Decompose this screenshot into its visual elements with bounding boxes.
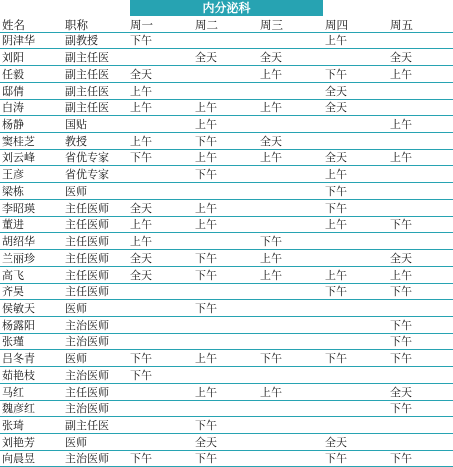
name-cell: 魏彦红 (0, 400, 63, 417)
title-cell: 副主任医 (63, 99, 128, 116)
name-cell: 杨露阳 (0, 316, 63, 333)
name-cell: 茹艳枝 (0, 367, 63, 384)
table-row (0, 400, 453, 417)
wed-cell (258, 183, 323, 200)
mon-cell: 下午 (128, 350, 193, 367)
wed-cell (258, 417, 323, 434)
mon-cell: 上午 (128, 133, 193, 150)
name-cell: 胡绍华 (0, 233, 63, 250)
table-row (0, 82, 453, 99)
tue-cell: 上午 (193, 99, 258, 116)
title-cell: 主治医师 (63, 333, 128, 350)
table-row (0, 99, 453, 116)
fri-cell: 下午 (388, 216, 453, 233)
wed-cell: 上午 (258, 149, 323, 166)
tue-cell: 下午 (193, 300, 258, 317)
thu-cell: 上午 (323, 266, 388, 283)
schedule-table (0, 16, 453, 467)
mon-cell (128, 300, 193, 317)
mon-cell (128, 316, 193, 333)
table-row (0, 450, 453, 467)
wed-cell (258, 450, 323, 467)
column-header: 职称 (63, 16, 128, 32)
title-cell: 国贴 (63, 116, 128, 133)
thu-cell: 上午 (323, 32, 388, 49)
fri-cell: 下午 (388, 400, 453, 417)
title-cell: 主任医师 (63, 233, 128, 250)
tue-cell: 上午 (193, 149, 258, 166)
name-cell: 李昭瑛 (0, 199, 63, 216)
wed-cell: 上午 (258, 250, 323, 267)
mon-cell (128, 417, 193, 434)
thu-cell (323, 367, 388, 384)
table-row (0, 149, 453, 166)
table-row (0, 66, 453, 83)
mon-cell (128, 116, 193, 133)
table-row (0, 32, 453, 49)
fri-cell: 下午 (388, 333, 453, 350)
wed-cell (258, 283, 323, 300)
name-cell: 邸倩 (0, 82, 63, 99)
name-cell: 兰丽珍 (0, 250, 63, 267)
table-row (0, 300, 453, 317)
tue-cell: 上午 (193, 350, 258, 367)
wed-cell (258, 367, 323, 384)
title-cell: 副教授 (63, 32, 128, 49)
title-cell: 教授 (63, 133, 128, 150)
table-row (0, 367, 453, 384)
mon-cell: 下午 (128, 450, 193, 467)
name-cell: 窦桂芝 (0, 133, 63, 150)
thu-cell (323, 250, 388, 267)
table-row (0, 49, 453, 66)
wed-cell: 全天 (258, 133, 323, 150)
mon-cell (128, 283, 193, 300)
title-cell: 主治医师 (63, 400, 128, 417)
mon-cell: 全天 (128, 250, 193, 267)
title-cell: 主治医师 (63, 367, 128, 384)
tue-cell: 下午 (193, 250, 258, 267)
thu-cell (323, 116, 388, 133)
mon-cell (128, 183, 193, 200)
title-cell: 医师 (63, 350, 128, 367)
name-cell: 侯敏天 (0, 300, 63, 317)
tue-cell: 下午 (193, 166, 258, 183)
name-cell: 马红 (0, 383, 63, 400)
fri-cell: 下午 (388, 283, 453, 300)
name-cell: 刘艳芳 (0, 433, 63, 450)
fri-cell (388, 233, 453, 250)
mon-cell: 上午 (128, 82, 193, 99)
wed-cell: 全天 (258, 49, 323, 66)
tue-cell (193, 32, 258, 49)
tue-cell (193, 367, 258, 384)
thu-cell (323, 333, 388, 350)
fri-cell (388, 82, 453, 99)
wed-cell (258, 433, 323, 450)
tue-cell: 下午 (193, 133, 258, 150)
thu-cell (323, 316, 388, 333)
name-cell: 任毅 (0, 66, 63, 83)
fri-cell: 全天 (388, 383, 453, 400)
mon-cell: 上午 (128, 233, 193, 250)
thu-cell: 下午 (323, 350, 388, 367)
tue-cell (193, 233, 258, 250)
tue-cell (193, 333, 258, 350)
table-row (0, 433, 453, 450)
mon-cell: 上午 (128, 99, 193, 116)
table-row (0, 417, 453, 434)
wed-cell: 上午 (258, 383, 323, 400)
wed-cell: 上午 (258, 66, 323, 83)
fri-cell (388, 417, 453, 434)
fri-cell: 下午 (388, 350, 453, 367)
mon-cell (128, 166, 193, 183)
tue-cell (193, 316, 258, 333)
mon-cell: 下午 (128, 32, 193, 49)
thu-cell (323, 383, 388, 400)
thu-cell: 上午 (323, 166, 388, 183)
fri-cell (388, 133, 453, 150)
tue-cell: 上午 (193, 116, 258, 133)
title-cell: 主治医师 (63, 450, 128, 467)
mon-cell: 下午 (128, 149, 193, 166)
fri-cell (388, 300, 453, 317)
thu-cell: 下午 (323, 183, 388, 200)
mon-cell: 下午 (128, 367, 193, 384)
thu-cell (323, 417, 388, 434)
title-cell: 主任医师 (63, 250, 128, 267)
wed-cell (258, 116, 323, 133)
title-cell: 医师 (63, 300, 128, 317)
mon-cell (128, 333, 193, 350)
fri-cell (388, 183, 453, 200)
tue-cell: 下午 (193, 266, 258, 283)
column-header: 周三 (258, 16, 323, 32)
table-row (0, 183, 453, 200)
name-cell: 齐昊 (0, 283, 63, 300)
thu-cell: 全天 (323, 82, 388, 99)
wed-cell (258, 400, 323, 417)
thu-cell: 全天 (323, 149, 388, 166)
title-cell: 主治医师 (63, 316, 128, 333)
table-row (0, 233, 453, 250)
tue-cell (193, 66, 258, 83)
column-header: 姓名 (0, 16, 63, 32)
table-row (0, 133, 453, 150)
tue-cell: 上午 (193, 199, 258, 216)
fri-cell: 上午 (388, 116, 453, 133)
fri-cell: 全天 (388, 250, 453, 267)
fri-cell (388, 99, 453, 116)
mon-cell: 全天 (128, 199, 193, 216)
wed-cell (258, 199, 323, 216)
department-title: 内分泌科 (130, 0, 323, 16)
tue-cell (193, 82, 258, 99)
title-cell: 副主任医 (63, 82, 128, 99)
thu-cell (323, 133, 388, 150)
tue-cell (193, 183, 258, 200)
fri-cell: 上午 (388, 149, 453, 166)
name-cell: 高飞 (0, 266, 63, 283)
fri-cell: 下午 (388, 316, 453, 333)
name-cell: 王彦 (0, 166, 63, 183)
mon-cell: 全天 (128, 66, 193, 83)
title-cell: 主任医师 (63, 283, 128, 300)
fri-cell (388, 433, 453, 450)
mon-cell (128, 49, 193, 66)
thu-cell: 下午 (323, 283, 388, 300)
wed-cell (258, 300, 323, 317)
title-cell: 医师 (63, 433, 128, 450)
table-row (0, 250, 453, 267)
name-cell: 刘阳 (0, 49, 63, 66)
fri-cell: 上午 (388, 266, 453, 283)
fri-cell: 全天 (388, 49, 453, 66)
thu-cell: 下午 (323, 66, 388, 83)
table-row (0, 166, 453, 183)
fri-cell: 上午 (388, 66, 453, 83)
column-header: 周二 (193, 16, 258, 32)
table-row (0, 116, 453, 133)
wed-cell (258, 333, 323, 350)
table-row (0, 316, 453, 333)
title-cell: 省优专家 (63, 149, 128, 166)
name-cell: 刘云峰 (0, 149, 63, 166)
name-cell: 杨静 (0, 116, 63, 133)
fri-cell: 下午 (388, 450, 453, 467)
thu-cell: 下午 (323, 199, 388, 216)
name-cell: 吕冬青 (0, 350, 63, 367)
table-row (0, 216, 453, 233)
title-cell: 副主任医 (63, 417, 128, 434)
tue-cell: 下午 (193, 417, 258, 434)
thu-cell (323, 233, 388, 250)
table-row (0, 383, 453, 400)
mon-cell (128, 400, 193, 417)
title-cell: 主任医师 (63, 383, 128, 400)
mon-cell: 全天 (128, 266, 193, 283)
column-header: 周五 (388, 16, 453, 32)
wed-cell (258, 216, 323, 233)
name-cell: 张瑾 (0, 333, 63, 350)
tue-cell: 下午 (193, 450, 258, 467)
title-cell: 主任医师 (63, 266, 128, 283)
name-cell: 向晨昱 (0, 450, 63, 467)
table-row (0, 199, 453, 216)
thu-cell: 全天 (323, 433, 388, 450)
title-cell: 主任医师 (63, 199, 128, 216)
fri-cell (388, 367, 453, 384)
fri-cell (388, 166, 453, 183)
tue-cell (193, 283, 258, 300)
column-header: 周一 (128, 16, 193, 32)
thu-cell (323, 300, 388, 317)
wed-cell: 上午 (258, 266, 323, 283)
fri-cell (388, 32, 453, 49)
wed-cell: 上午 (258, 99, 323, 116)
table-row (0, 333, 453, 350)
title-cell: 医师 (63, 183, 128, 200)
tue-cell: 上午 (193, 216, 258, 233)
name-cell: 阴津华 (0, 32, 63, 49)
tue-cell: 全天 (193, 49, 258, 66)
wed-cell (258, 32, 323, 49)
header-row (0, 16, 453, 32)
thu-cell: 上午 (323, 216, 388, 233)
tue-cell: 上午 (193, 383, 258, 400)
title-cell: 省优专家 (63, 166, 128, 183)
wed-cell (258, 166, 323, 183)
title-cell: 副主任医 (63, 49, 128, 66)
wed-cell: 下午 (258, 233, 323, 250)
mon-cell: 上午 (128, 216, 193, 233)
wed-cell (258, 82, 323, 99)
name-cell: 董进 (0, 216, 63, 233)
thu-cell (323, 400, 388, 417)
wed-cell: 下午 (258, 350, 323, 367)
name-cell: 张琦 (0, 417, 63, 434)
name-cell: 梁栋 (0, 183, 63, 200)
table-row (0, 283, 453, 300)
title-cell: 副主任医 (63, 66, 128, 83)
mon-cell (128, 383, 193, 400)
title-cell: 主任医师 (63, 216, 128, 233)
tue-cell (193, 400, 258, 417)
name-cell: 白涛 (0, 99, 63, 116)
column-header: 周四 (323, 16, 388, 32)
wed-cell (258, 316, 323, 333)
thu-cell (323, 49, 388, 66)
table-row (0, 350, 453, 367)
tue-cell: 全天 (193, 433, 258, 450)
thu-cell: 下午 (323, 450, 388, 467)
mon-cell (128, 433, 193, 450)
table-row (0, 266, 453, 283)
thu-cell: 全天 (323, 99, 388, 116)
fri-cell (388, 199, 453, 216)
